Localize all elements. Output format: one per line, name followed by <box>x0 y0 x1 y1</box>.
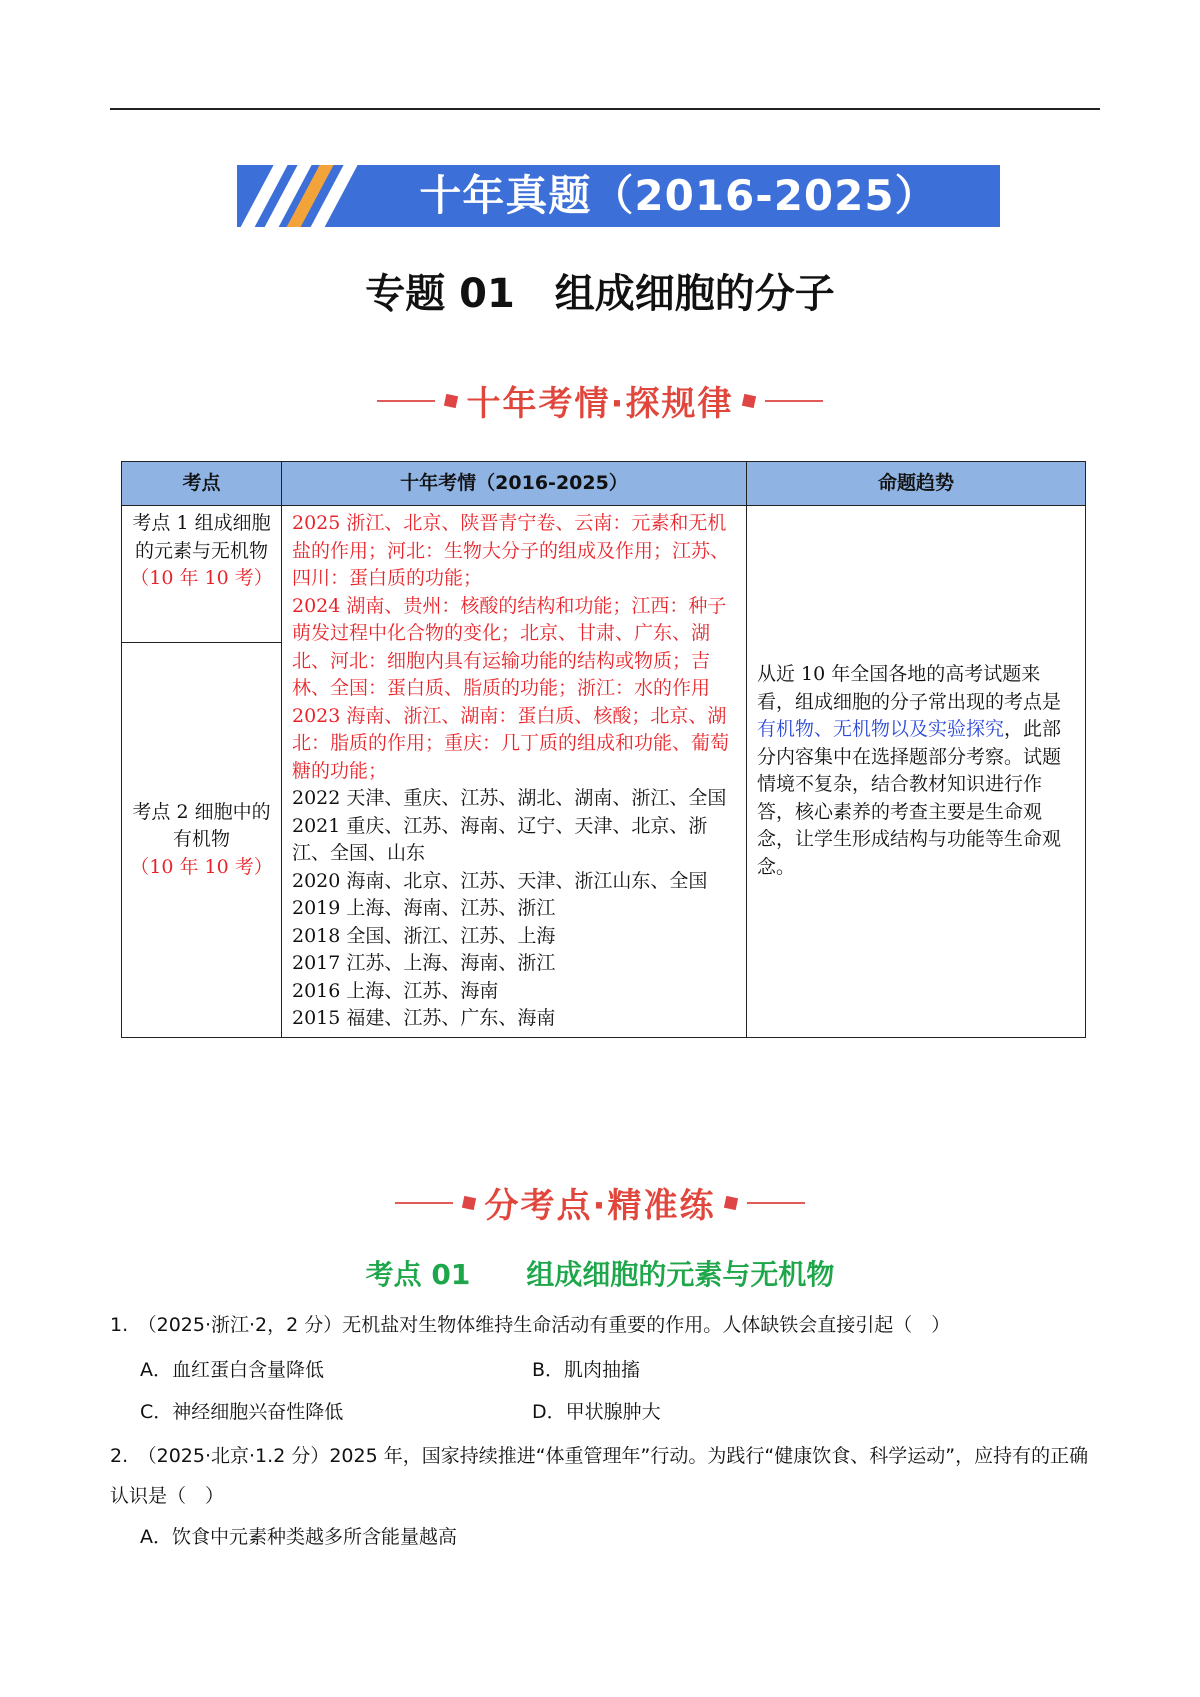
knowledge-point-title: 考点 01 组成细胞的元素与无机物 <box>365 1258 835 1291</box>
topic-cell-2 <box>122 643 282 1038</box>
decor-square <box>443 393 457 407</box>
year-entry: 2023 海南、浙江、湖南：蛋白质、核酸；北京、湖北：脂质的作用；重庆：几丁质的组成和功能、葡萄糖的功能； <box>292 704 730 782</box>
decade-banner <box>237 165 1000 227</box>
decor-line <box>765 400 823 402</box>
topic-count: （10 年 10 考） <box>130 855 273 878</box>
header-topic: 考点 <box>122 462 282 506</box>
year-entry: 2018 全国、浙江、江苏、上海 <box>292 924 556 947</box>
year-entry: 2016 上海、江苏、海南 <box>292 979 499 1002</box>
year-entry: 2021 重庆、江苏、海南、辽宁、天津、北京、浙江、全国、山东 <box>292 814 708 864</box>
section-title: 十年考情·探规律 <box>466 384 734 424</box>
option-b: B．肌肉抽搐 <box>532 1359 641 1381</box>
document-title: 专题 01 组成细胞的分子 <box>365 271 835 317</box>
year-entry: 2020 海南、北京、江苏、天津、浙江山东、全国 <box>292 869 708 892</box>
topic-count: （10 年 10 考） <box>130 567 273 589</box>
option-a: A．血红蛋白含量降低 <box>140 1359 324 1381</box>
year-entry: 2024 湖南、贵州：核酸的结构和功能；江西：种子萌发过程中化合物的变化；北京、甘肃、广东、湖北、河北：细胞内具有运输功能的结构或物质；吉林、全国：蛋白质、脂质的功能；浙江：水的作用 <box>292 594 727 699</box>
top-rule <box>110 108 1100 110</box>
header-years: 十年考情（2016-2025） <box>282 462 747 506</box>
topic-cell-1 <box>122 506 282 643</box>
table-row <box>122 506 1086 643</box>
option-c: C．神经细胞兴奋性降低 <box>140 1401 344 1423</box>
section-header-trends <box>0 376 1200 425</box>
table-header-row <box>122 462 1086 506</box>
header-trend: 命题趋势 <box>747 462 1086 506</box>
year-entry: 2015 福建、江苏、广东、海南 <box>292 1007 556 1029</box>
decor-line <box>395 1202 453 1204</box>
option-d: D．甲状腺肿大 <box>532 1401 661 1423</box>
year-entry: 2019 上海、海南、江苏、浙江 <box>292 897 556 919</box>
topic-name: 考点 1 组成细胞的元素与无机物 <box>132 512 271 562</box>
question-1-stem: 1. （2025·浙江·2，2 分）无机盐对生物体维持生命活动有重要的作用。人体缺铁会直接引起（ ） <box>110 1314 951 1336</box>
section-title: 分考点·精准练 <box>484 1186 716 1226</box>
topic-name: 考点 2 细胞中的有机物 <box>132 800 271 850</box>
decor-square <box>742 393 756 407</box>
decor-square <box>724 1195 738 1209</box>
decor-line <box>377 400 435 402</box>
trend-cell <box>747 506 1086 1038</box>
year-entry: 2022 天津、重庆、江苏、湖北、湖南、浙江、全国 <box>292 787 727 809</box>
option-a: A．饮食中元素种类越多所含能量越高 <box>140 1526 457 1548</box>
trend-text: 从近 10 年全国各地的高考试题来看，组成细胞的分子常出现的考点是 <box>757 663 1062 713</box>
trend-highlight: 有机物、无机物以及实验探究 <box>757 718 1005 741</box>
trend-text: ，此部分内容集中在选择题部分考察。试题情境不复杂，结合教材知识进行作答，核心素养的考查主要是生命观念，让学生形成结构与功能等生命观念。 <box>757 718 1062 878</box>
exam-overview-table <box>121 461 1086 1038</box>
banner-title: 十年真题（2016-2025） <box>419 171 938 220</box>
decor-square <box>461 1195 475 1209</box>
decor-line <box>747 1202 805 1204</box>
section-header-practice <box>0 1178 1200 1227</box>
year-entry: 2017 江苏、上海、海南、浙江 <box>292 952 556 974</box>
question-2-stem: 2. （2025·北京·1.2 分）2025 年，国家持续推进“体重管理年”行动。为践行“健康饮食、科学运动”，应持有的正确认识是（ ） <box>110 1445 1089 1507</box>
years-cell <box>282 506 747 1038</box>
year-entry: 2025 浙江、北京、陕晋青宁卷、云南：元素和无机盐的作用；河北：生物大分子的组成及作用；江苏、四川：蛋白质的功能； <box>292 512 730 589</box>
